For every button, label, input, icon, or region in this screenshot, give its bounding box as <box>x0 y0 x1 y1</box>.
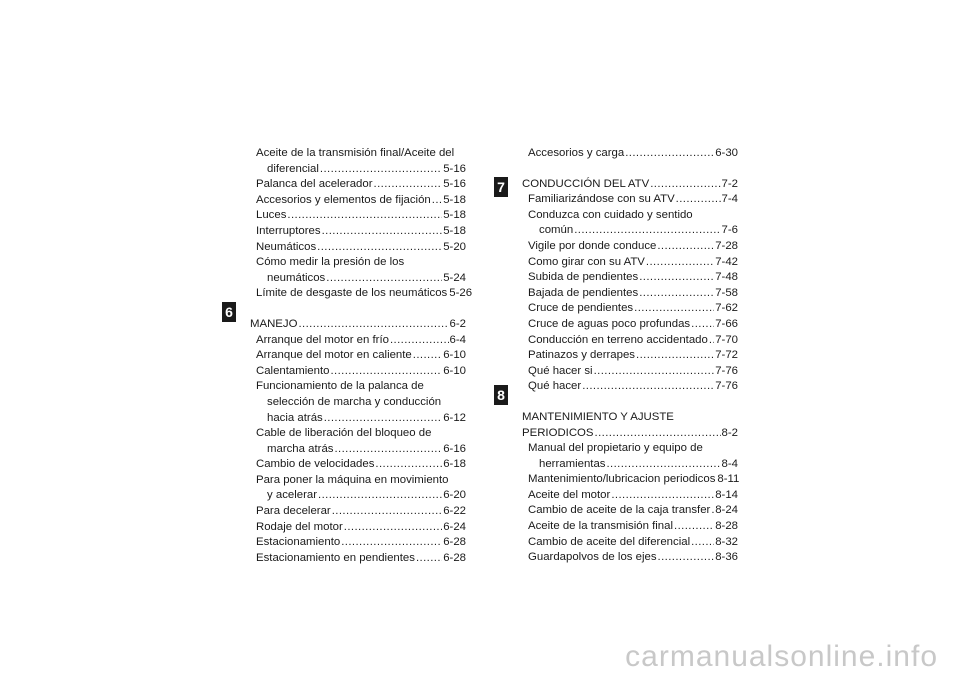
leader-dots <box>332 504 442 520</box>
toc-entry[interactable] <box>522 223 738 239</box>
toc-entry[interactable] <box>250 348 466 364</box>
toc-page-number: 6-2 <box>449 317 466 330</box>
toc-page-number: 5-16 <box>443 178 466 191</box>
leader-dots <box>582 379 714 395</box>
toc-entry-line: selección de marcha y conducción <box>267 395 442 408</box>
toc-page-number: 5-18 <box>443 224 466 237</box>
toc-entry[interactable] <box>522 364 738 380</box>
toc-entry[interactable] <box>250 411 466 427</box>
toc-entry[interactable] <box>250 504 466 520</box>
toc-entry[interactable] <box>250 457 466 473</box>
toc-entry[interactable] <box>250 224 466 240</box>
chapter-tab-7: 7 <box>494 177 508 197</box>
toc-entry[interactable] <box>522 535 738 551</box>
toc-page-number: 8-28 <box>715 520 738 533</box>
toc-entry-title: Luces <box>256 209 287 222</box>
toc-entry-title: Accesorios y carga <box>528 147 625 159</box>
toc-chapter-heading[interactable] <box>522 426 738 442</box>
toc-entry[interactable] <box>522 286 738 302</box>
toc-page-number: 6-28 <box>443 551 466 564</box>
toc-page-number: 7-76 <box>715 380 738 393</box>
toc-page-number: 5-18 <box>443 193 466 206</box>
leader-dots <box>650 177 720 193</box>
leader-dots <box>636 348 714 364</box>
leader-dots <box>375 457 442 473</box>
leader-dots <box>611 488 714 504</box>
toc-entry[interactable] <box>250 177 466 193</box>
toc-entry-title: Qué hacer <box>528 380 582 393</box>
toc-entry-title: y acelerar <box>267 489 318 502</box>
toc-entry-title: PERIODICOS <box>522 426 594 439</box>
toc-entry-title: Cruce de aguas poco profundas <box>528 317 691 330</box>
toc-entry[interactable] <box>522 488 738 504</box>
toc-right-column <box>522 146 738 566</box>
chapter-tab-6: 6 <box>222 302 236 322</box>
leader-dots <box>344 520 442 536</box>
toc-entry-title: Calentamiento <box>256 364 330 377</box>
toc-entry-line: Aceite de la transmisión final/Aceite del <box>256 147 455 159</box>
toc-entry[interactable] <box>250 240 466 256</box>
toc-page-number: 6-10 <box>443 349 466 362</box>
toc-entry-title: Límite de desgaste de los neumáticos <box>256 287 448 300</box>
toc-entry-line: Funcionamiento de la palanca de <box>256 380 424 393</box>
toc-entry[interactable] <box>522 192 738 208</box>
leader-dots <box>413 348 442 364</box>
toc-entry-title: marcha atrás <box>267 442 334 455</box>
toc-entry[interactable] <box>522 255 738 271</box>
toc-entry[interactable] <box>522 317 738 333</box>
toc-entry[interactable] <box>250 535 466 551</box>
leader-dots <box>322 224 443 240</box>
toc-entry-title: Aceite del motor <box>528 488 611 501</box>
toc-entry-title: Palanca del acelerador <box>256 178 373 191</box>
leader-dots <box>334 442 442 458</box>
toc-entry-title: CONDUCCIÓN DEL ATV <box>522 177 650 190</box>
leader-dots <box>657 239 714 255</box>
toc-entry-line: Conduzca con cuidado y sentido <box>528 208 693 221</box>
toc-entry-title: Subida de pendientes <box>528 271 639 284</box>
leader-dots <box>646 255 714 271</box>
toc-entry-line: Manual del propietario y equipo de <box>528 442 703 455</box>
toc-page-number: 5-20 <box>443 240 466 253</box>
toc-page-number: 7-66 <box>715 317 738 330</box>
leader-dots <box>432 193 442 209</box>
toc-chapter-heading-line: MANTENIMIENTO Y AJUSTE <box>522 410 674 423</box>
toc-page-number: 6-30 <box>715 147 738 159</box>
leader-dots <box>287 208 442 224</box>
toc-entry-title: común <box>539 224 574 237</box>
leader-dots <box>711 503 714 519</box>
toc-page-number: 6-10 <box>443 364 466 377</box>
toc-entry[interactable] <box>522 146 738 162</box>
leader-dots <box>674 519 714 535</box>
toc-entry-title: Cambio de aceite de la caja transfer <box>528 504 711 517</box>
toc-entry-title: neumáticos <box>267 271 326 284</box>
toc-entry-title: Bajada de pendientes <box>528 286 639 299</box>
leader-dots <box>676 192 721 208</box>
toc-entry-title: Cambio de aceite del diferencial <box>528 535 691 548</box>
toc-page-number: 7-2 <box>721 177 738 190</box>
toc-entry-title: Arranque del motor en caliente <box>256 349 412 362</box>
toc-entry[interactable] <box>522 472 738 488</box>
toc-page-number: 7-62 <box>715 302 738 315</box>
leader-dots <box>639 286 714 302</box>
toc-entry[interactable] <box>522 239 738 255</box>
toc-page-number: 8-11 <box>717 473 740 486</box>
toc-page-number: 6-24 <box>443 520 466 533</box>
toc-page-number: 7-4 <box>721 193 738 206</box>
leader-dots <box>691 535 714 551</box>
toc-entry-title: Vigile por donde conduce <box>528 239 657 252</box>
toc-page-number: 7-58 <box>715 286 738 299</box>
toc-entry[interactable] <box>250 442 466 458</box>
toc-page-number: 5-24 <box>443 271 466 284</box>
toc-entry-line: Para poner la máquina en movimiento <box>256 473 449 486</box>
toc-entry[interactable] <box>522 270 738 286</box>
leader-dots <box>341 535 442 551</box>
leader-dots <box>594 364 715 380</box>
toc-page-number: 5-26 <box>449 287 473 300</box>
chapter-tab-8: 8 <box>494 385 508 405</box>
toc-entry-title: Estacionamiento en pendientes <box>256 551 415 564</box>
toc-entry[interactable] <box>250 333 466 349</box>
toc-entry-title: Qué hacer si <box>528 364 593 377</box>
toc-entry-title: Accesorios y elementos de fijación <box>256 193 431 206</box>
leader-dots <box>326 271 442 287</box>
toc-entry[interactable] <box>250 208 466 224</box>
toc-page-number: 8-32 <box>715 535 738 548</box>
toc-page-number: 6-16 <box>443 442 466 455</box>
toc-page-number: 8-4 <box>721 457 738 470</box>
leader-dots <box>320 162 442 178</box>
toc-entry-title: Como girar con su ATV <box>528 255 645 268</box>
leader-dots <box>374 177 443 193</box>
toc-page-number: 8-2 <box>721 426 738 439</box>
toc-entry-title: Cruce de pendientes <box>528 302 634 315</box>
leader-dots <box>658 550 715 566</box>
leader-dots <box>390 333 449 349</box>
toc-page-number: 6-4 <box>449 333 466 346</box>
toc-page-number: 7-6 <box>721 224 738 237</box>
toc-page-number: 8-14 <box>715 488 738 501</box>
toc-entry[interactable] <box>250 271 466 287</box>
toc-entry-title: Neumáticos <box>256 240 317 253</box>
toc-entry-title: MANEJO <box>250 317 298 330</box>
leader-dots <box>691 317 714 333</box>
toc-entry[interactable] <box>522 550 738 566</box>
leader-dots <box>606 457 720 473</box>
toc-entry[interactable] <box>250 364 466 380</box>
toc-entry[interactable] <box>250 551 466 567</box>
toc-page-number: 7-76 <box>715 364 738 377</box>
toc-entry-line: Cómo medir la presión de los <box>256 256 405 269</box>
toc-chapter-heading[interactable] <box>522 177 738 193</box>
toc-entry[interactable] <box>250 193 466 209</box>
toc-entry-title: Arranque del motor en frío <box>256 333 389 346</box>
toc-entry[interactable] <box>522 301 738 317</box>
toc-page-number: 6-20 <box>443 489 466 502</box>
watermark: carmanualsonline.info <box>625 640 938 673</box>
toc-entry-title: hacia atrás <box>267 411 323 424</box>
leader-dots <box>317 240 442 256</box>
leader-dots <box>639 270 714 286</box>
toc-entry[interactable] <box>522 457 738 473</box>
toc-entry[interactable] <box>522 348 738 364</box>
toc-entry[interactable] <box>250 162 466 178</box>
toc-page-number: 5-18 <box>443 209 466 222</box>
toc-entry-title: Para decelerar <box>256 505 331 518</box>
leader-dots <box>298 317 448 333</box>
toc-page-number: 6-12 <box>443 411 466 424</box>
toc-entry-line: Cable de liberación del bloqueo de <box>256 427 432 440</box>
toc-page-number: 7-72 <box>715 349 738 362</box>
toc-entry-title: Interruptores <box>256 224 321 237</box>
toc-page-number: 7-70 <box>715 333 738 346</box>
toc-entry[interactable] <box>522 503 738 519</box>
toc-entry-title: herramientas <box>539 457 606 470</box>
toc-entry-title: Guardapolvos de los ejes <box>528 551 657 564</box>
toc-page-number: 6-18 <box>443 458 466 471</box>
toc-entry-title: Cambio de velocidades <box>256 458 375 471</box>
toc-entry[interactable] <box>250 520 466 536</box>
toc-entry-title: Rodaje del motor <box>256 520 343 533</box>
toc-page-number: 8-36 <box>715 551 738 564</box>
leader-dots <box>330 364 442 380</box>
toc-page-number: 7-28 <box>715 239 738 252</box>
toc-entry-title: Patinazos y derrapes <box>528 349 636 362</box>
leader-dots <box>595 426 721 442</box>
toc-entry[interactable] <box>522 379 738 395</box>
toc-page-number: 7-42 <box>715 255 738 268</box>
toc-page-number: 6-22 <box>443 505 466 518</box>
leader-dots <box>318 488 442 504</box>
leader-dots <box>625 146 714 162</box>
toc-entry[interactable] <box>250 488 466 504</box>
toc-chapter-heading[interactable] <box>250 317 466 333</box>
leader-dots <box>574 223 720 239</box>
toc-entry[interactable] <box>250 286 473 302</box>
toc-entry-title: Mantenimiento/lubricacion periodicos <box>528 473 716 486</box>
toc-entry-title: Conducción en terreno accidentado <box>528 333 708 346</box>
toc-entry-title: diferencial <box>267 162 319 175</box>
toc-entry[interactable] <box>522 333 738 349</box>
toc-entry[interactable] <box>522 519 738 535</box>
toc-entry-title: Familiarizándose con su ATV <box>528 193 675 206</box>
leader-dots <box>709 333 714 349</box>
toc-left-column <box>250 146 473 566</box>
toc-entry-title: Aceite de la transmisión final <box>528 520 673 533</box>
leader-dots <box>416 551 442 567</box>
toc-entry-title: Estacionamiento <box>256 536 341 549</box>
toc-page-number: 7-48 <box>715 271 738 284</box>
leader-dots <box>324 411 442 427</box>
toc-page-number: 6-28 <box>443 536 466 549</box>
toc-page-number: 5-16 <box>443 162 466 175</box>
toc-page-number: 8-24 <box>715 504 738 517</box>
leader-dots <box>634 301 714 317</box>
